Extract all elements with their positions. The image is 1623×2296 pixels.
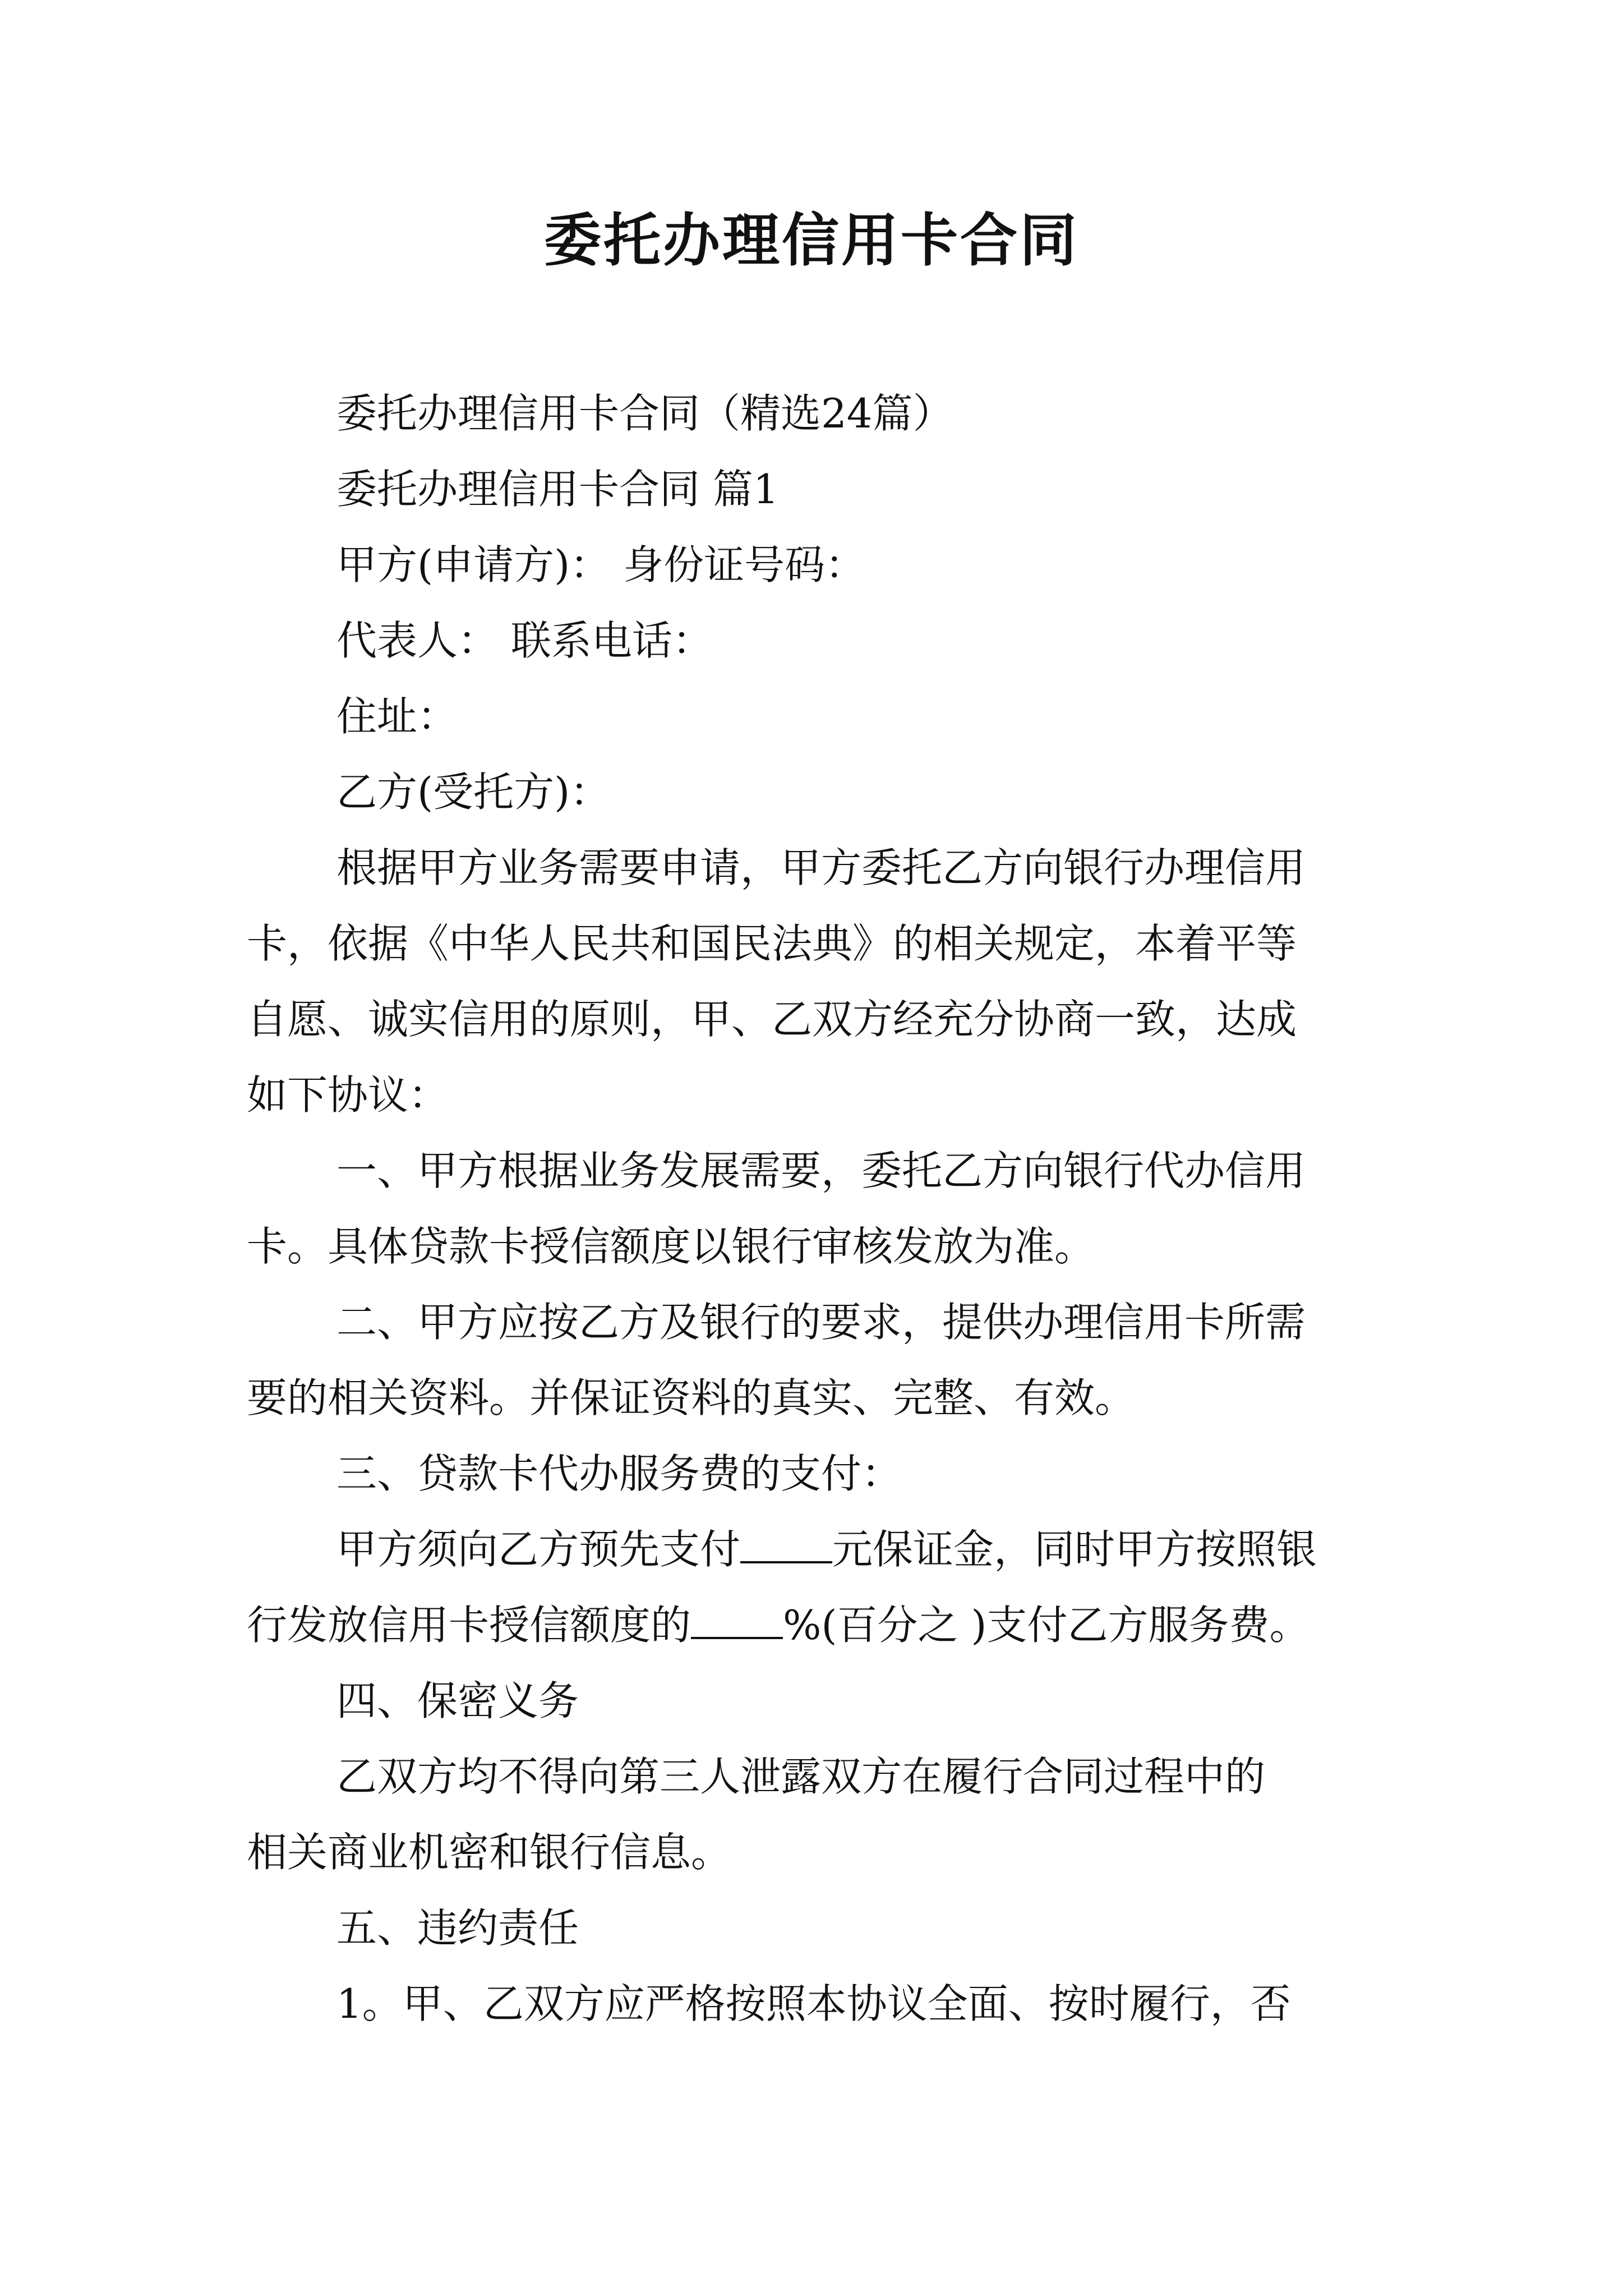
blank-fee-percent (691, 1603, 783, 1639)
text-line: 住址： (336, 693, 458, 740)
text-line: 卡。具体贷款卡授信额度以银行审核发放为准。 (247, 1223, 1095, 1270)
text-line: 乙双方均不得向第三人泄露双方在履行合同过程中的 (336, 1753, 1266, 1800)
payment-line-fee (247, 1588, 1391, 1663)
payment-text-after: 元保证金，同时甲方按照银 (832, 1526, 1317, 1573)
document-title: 委托办理信用卡合同 (544, 208, 1079, 274)
text-line: 如下协议： (247, 1071, 449, 1119)
text-line: 代表人： 联系电话： (336, 617, 713, 664)
payment-text-before: 甲方须向乙方预先支付 (336, 1526, 741, 1573)
text-line: 相关商业机密和银行信息。 (247, 1829, 732, 1876)
text-line: 一、甲方根据业务发展需要，委托乙方向银行代办信用 (336, 1147, 1306, 1194)
paragraph-group (247, 1663, 1391, 2042)
paragraph-group (247, 376, 1391, 1512)
blank-deposit-amount (740, 1527, 832, 1563)
text-line: 1。甲、乙双方应严格按照本协议全面、按时履行，否 (336, 1980, 1291, 2027)
text-line: 卡，依据《中华人民共和国民法典》的相关规定，本着平等 (247, 920, 1297, 967)
text-line: 五、违约责任 (336, 1904, 579, 1952)
text-line: 委托办理信用卡合同（精选24篇） (336, 390, 953, 437)
payment-text-after: %(百分之 )支付乙方服务费。 (783, 1602, 1310, 1649)
text-line: 乙方(受托方)： (336, 769, 611, 816)
text-line: 根据甲方业务需要申请，甲方委托乙方向银行办理信用 (336, 844, 1306, 891)
text-line: 二、甲方应按乙方及银行的要求，提供办理信用卡所需 (336, 1299, 1306, 1346)
text-line: 自愿、诚实信用的原则，甲、乙双方经充分协商一致，达成 (247, 996, 1297, 1043)
text-line: 要的相关资料。并保证资料的真实、完整、有效。 (247, 1374, 1136, 1421)
text-line: 四、保密义务 (336, 1677, 579, 1724)
payment-text-before: 行发放信用卡授信额度的 (247, 1602, 691, 1649)
text-line: 三、贷款卡代办服务费的支付： (336, 1450, 902, 1497)
text-line: 委托办理信用卡合同 篇1 (336, 466, 779, 513)
payment-line-deposit (247, 1512, 1391, 1588)
document-body (247, 376, 1391, 2042)
text-line: 甲方(申请方)： 身份证号码： (336, 541, 866, 588)
